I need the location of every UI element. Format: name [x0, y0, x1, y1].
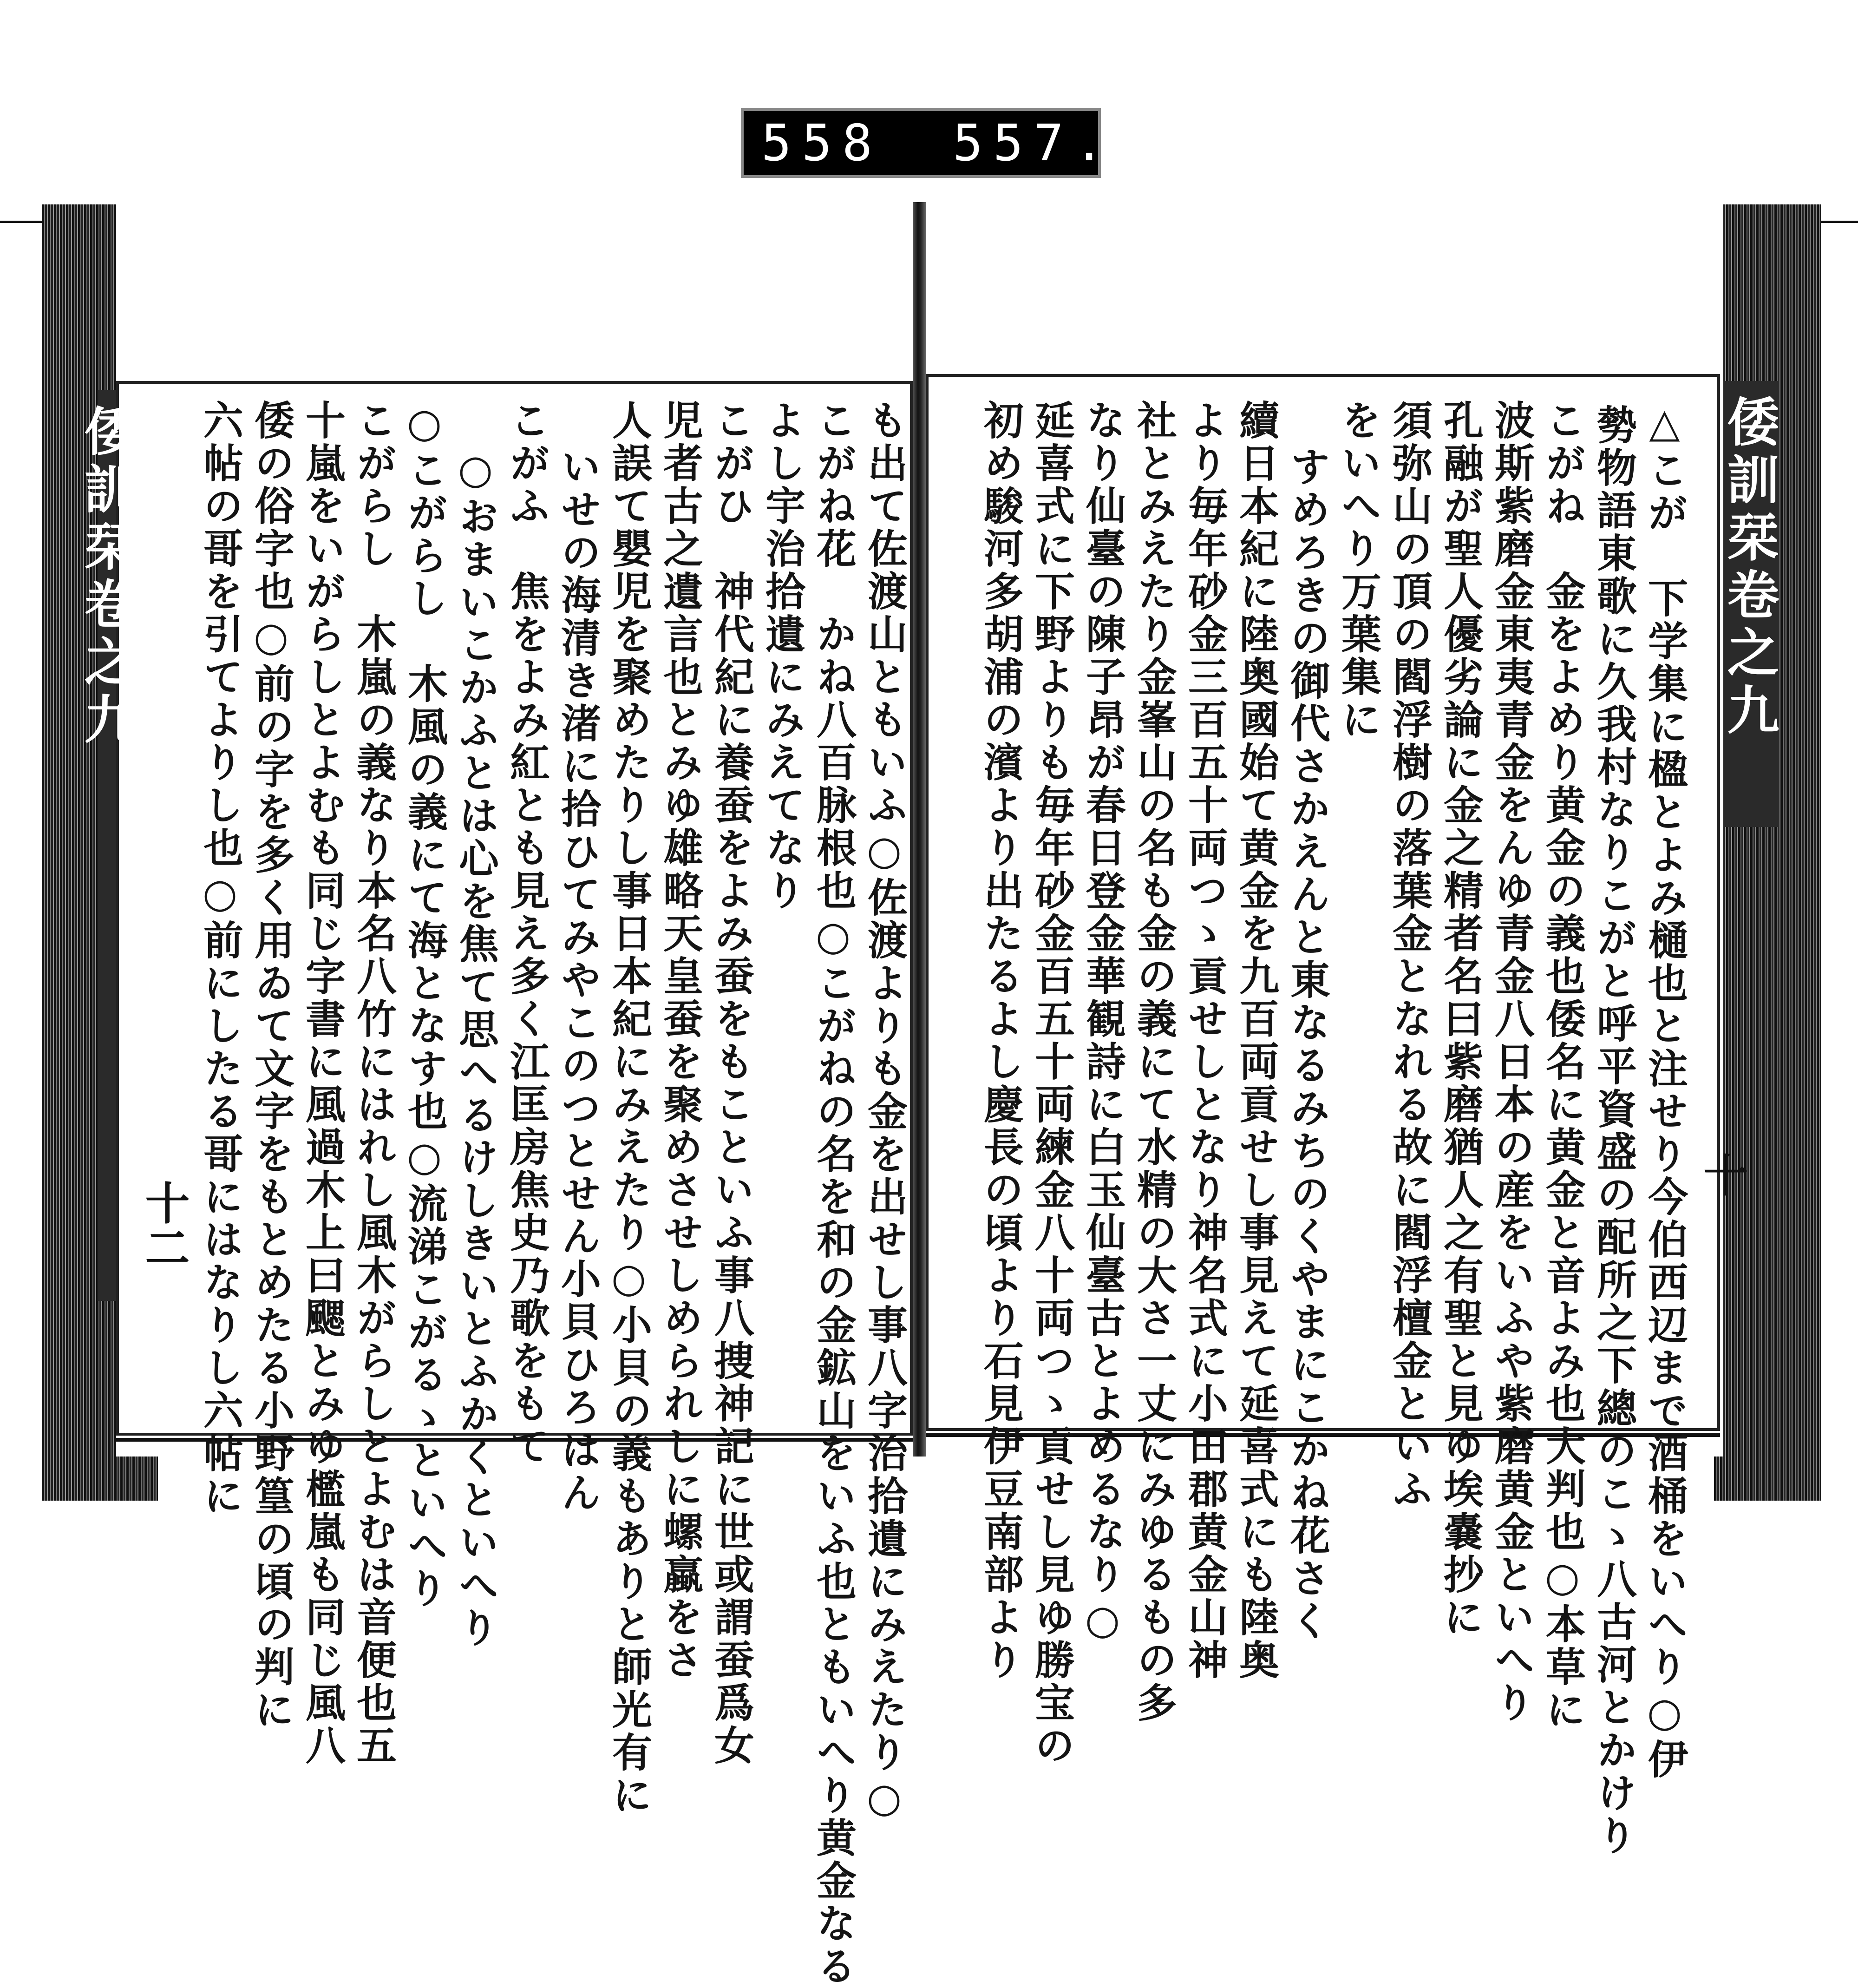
right-col-9: 續日本紀に陸奥國始て黄金を九百両貢せし事見えて延喜式にも陸奥	[1232, 400, 1279, 1682]
right-col-5: 孔融が聖人優劣論に金之精者名曰紫磨猶人之有聖と見ゆ埃嚢抄に	[1437, 400, 1484, 1639]
left-col-14: 六帖の哥を引てよりし也○前にしたる哥にはなりし六帖に	[196, 400, 243, 1518]
left-col-3: よし宇治拾遺にみえてなり	[759, 400, 805, 912]
left-col-7: いせの海清き渚に拾ひてみやこのつとせん小貝ひろはん	[554, 446, 601, 1515]
left-col-6: 人誤て嬰児を聚めたりし事日本紀にみえたり○小貝の義もありと師光有に	[605, 400, 652, 1817]
archive-number-label	[741, 108, 1115, 178]
left-col-1: も出て佐渡山ともいふ○佐渡よりも金を出せし事八字治拾遺にみえたり○	[861, 400, 908, 1824]
left-col-5: 児者古之遺言也とみゆ雄略天皇蚕を聚めさせしめられしに螺蠃をさ	[656, 400, 703, 1682]
left-col-11: こがらし 木嵐の義なり本名八竹にはれし風木がらしとよむは音便也五	[350, 400, 397, 1767]
left-running-head: 倭訓栞卷之九	[76, 404, 137, 750]
left-col-12: 十嵐をいがらしとよむも同じ字書に風過木上曰颸とみゆ檻嵐も同じ風八	[299, 400, 346, 1767]
right-col-1: △こが 下学集に楹とよみ樋也と注せり今伯西辺まで酒桶をいへり○伊	[1641, 400, 1688, 1781]
left-col-10: ○こがらし 木風の義にて海となす也○流涕こがるゝといへり	[401, 400, 448, 1610]
right-col-10: より毎年砂金三百五十両つゝ貢せしとなり神名式に小田郡黄金山神	[1181, 400, 1228, 1682]
right-col-14: 初め駿河多胡浦の濱より出たるよし慶長の頃より石見伊豆南部より	[977, 400, 1024, 1682]
left-col-9: ○おまいこかふとは心を焦て思へるけしきいとふかくといへり	[452, 446, 499, 1650]
right-col-3: こがね 金をよめり黄金の義也倭名に黄金と音よみ也大判也○本草に	[1539, 400, 1586, 1732]
right-col-12: なり仙臺の陳子昂が春日登金華観詩に白玉仙臺古とよめるなり○	[1079, 400, 1126, 1646]
book-gutter	[913, 202, 926, 1457]
archive-number-right: 557.	[953, 114, 1115, 172]
right-col-8: すめろきの御代さかえんと東なるみちのくやまにこかね花さく	[1283, 446, 1330, 1643]
left-col-13: 倭の俗字也○前の字を多く用ゐて文字をもとめたる小野篁の頃の判に	[248, 400, 294, 1732]
right-col-13: 延喜式に下野よりも毎年砂金百五十両練金八十両つゝ貢せし見ゆ勝宝の	[1028, 400, 1075, 1767]
right-col-2: 勢物語東歌に久我村なりこがと呼平資盛の配所之下總のこゝ八古河とかけり	[1590, 404, 1637, 1857]
right-col-7: をいへり万葉集に	[1335, 400, 1381, 741]
right-running-head: 倭訓栞卷之九	[1719, 395, 1779, 741]
left-col-2: こがね花 かね八百脉根也○こがねの名を和の金鉱山をいふ也ともいへり黄金なる	[810, 400, 857, 1988]
right-col-6: 須弥山の頂の閻浮樹の落葉金となれる故に閻浮檀金といふ	[1386, 400, 1433, 1511]
right-col-11: 社とみえたり金峯山の名も金の義にて水精の大さ一丈にみゆるもの多	[1130, 400, 1177, 1725]
right-col-4: 波斯紫磨金東夷青金をんゆ青金八日本の産をいふや紫磨黄金といへり	[1488, 400, 1535, 1725]
left-col-4: こがひ 神代紀に養蚕をよみ蚕をもこといふ事八捜神記に世或謂蚕爲女	[707, 400, 754, 1767]
left-page-number: 十二	[138, 1180, 190, 1269]
archive-number-left: 558	[761, 114, 883, 172]
right-page-number: 十	[1696, 1152, 1749, 1197]
left-col-8: こがふ 焦をよみ紅とも見え多く江匡房焦史乃歌をもて	[503, 400, 550, 1468]
